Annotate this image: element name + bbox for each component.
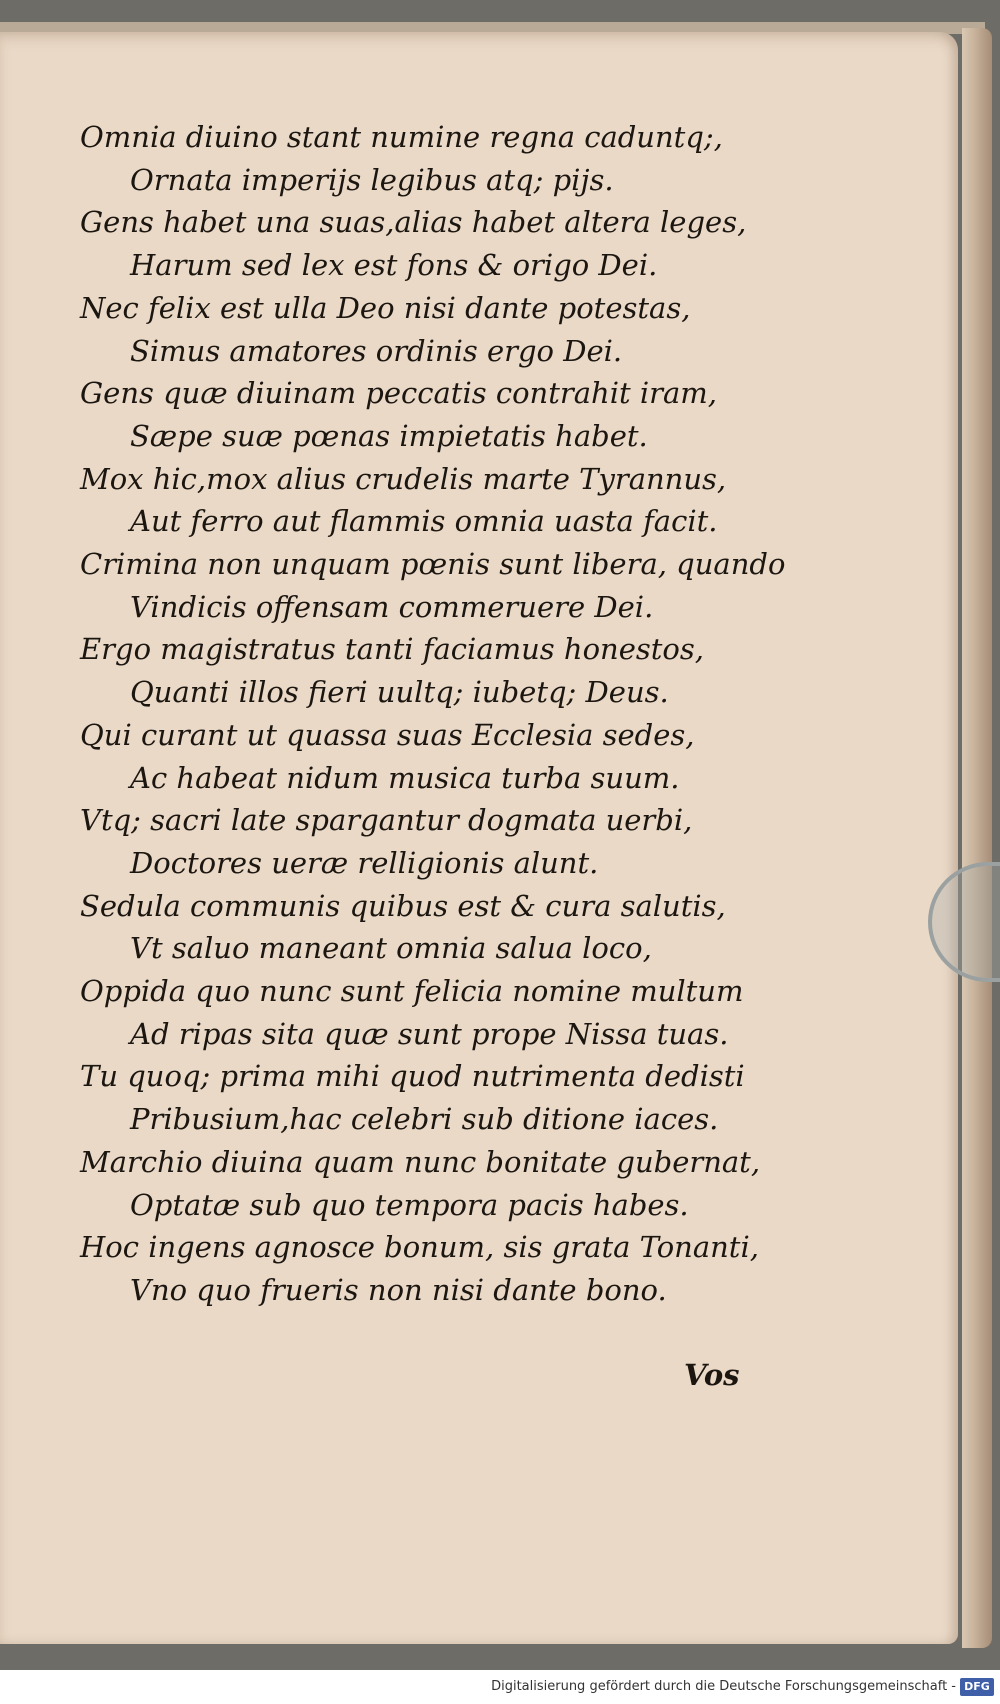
verse-line-18: Doctores ueræ relligionis alunt. (130, 845, 599, 880)
verse-line-24: Pribusium,hac celebri sub ditione iaces. (130, 1102, 719, 1137)
verse-line-27: Hoc ingens agnosce bonum, sis grata Tonanti, (80, 1230, 759, 1265)
verse-line-5: Nec felix est ulla Deo nisi dante potestas, (80, 290, 691, 325)
verse-line-21: Oppida quo nunc sunt felicia nomine multum (80, 974, 744, 1009)
verse-line-6: Simus amatores ordinis ergo Dei. (130, 333, 623, 368)
page-stack-edge (962, 28, 992, 1648)
verse-line-28: Vno quo frueris non nisi dante bono. (130, 1272, 667, 1307)
verse-line-14: Quanti illos fieri uultq; iubetq; Deus. (130, 675, 669, 710)
verse-line-25: Marchio diuina quam nunc bonitate gubernat, (80, 1144, 761, 1179)
verse-line-12: Vindicis offensam commeruere Dei. (130, 589, 654, 624)
verse-line-16: Ac habeat nidum musica turba suum. (130, 760, 680, 795)
verse-line-10: Aut ferro aut flammis omnia uasta facit. (130, 504, 718, 539)
verse-line-13: Ergo magistratus tanti faciamus honestos, (80, 632, 704, 667)
poem-text (80, 116, 860, 1312)
verse-line-22: Ad ripas sita quæ sunt prope Nissa tuas. (130, 1016, 729, 1051)
verse-line-11: Crimina non unquam pœnis sunt libera, quando (80, 547, 786, 582)
digitization-footer (0, 1674, 1000, 1704)
verse-line-15: Qui curant ut quassa suas Ecclesia sedes, (80, 717, 695, 752)
verse-line-9: Mox hic,mox alius crudelis marte Tyrannus, (80, 461, 727, 496)
verse-line-20: Vt saluo maneant omnia salua loco, (130, 931, 652, 966)
verse-line-8: Sæpe suæ pœnas impietatis habet. (130, 418, 648, 453)
verse-line-1: Omnia diuino stant numine regna caduntq;, (80, 120, 723, 154)
verse-line-17: Vtq; sacri late spargantur dogmata uerbi, (80, 803, 693, 838)
verse-line-4: Harum sed lex est fons & origo Dei. (130, 248, 658, 283)
verse-line-3: Gens habet una suas,alias habet altera leges, (80, 205, 747, 240)
dfg-logo: DFG (960, 1678, 994, 1696)
funding-credit: Digitalisierung gefördert durch die Deutsche Forschungsgemeinschaft - (491, 1679, 956, 1694)
verse-line-7: Gens quæ diuinam peccatis contrahit iram, (80, 376, 717, 411)
verse-line-19: Sedula communis quibus est & cura salutis, (80, 888, 726, 923)
verse-line-26: Optatæ sub quo tempora pacis habes. (130, 1187, 689, 1222)
verse-line-23: Tu quoq; prima mihi quod nutrimenta dedisti (80, 1059, 745, 1094)
verse-line-2: Ornata imperijs legibus atq; pijs. (130, 162, 614, 197)
catchword: Vos (684, 1358, 740, 1392)
